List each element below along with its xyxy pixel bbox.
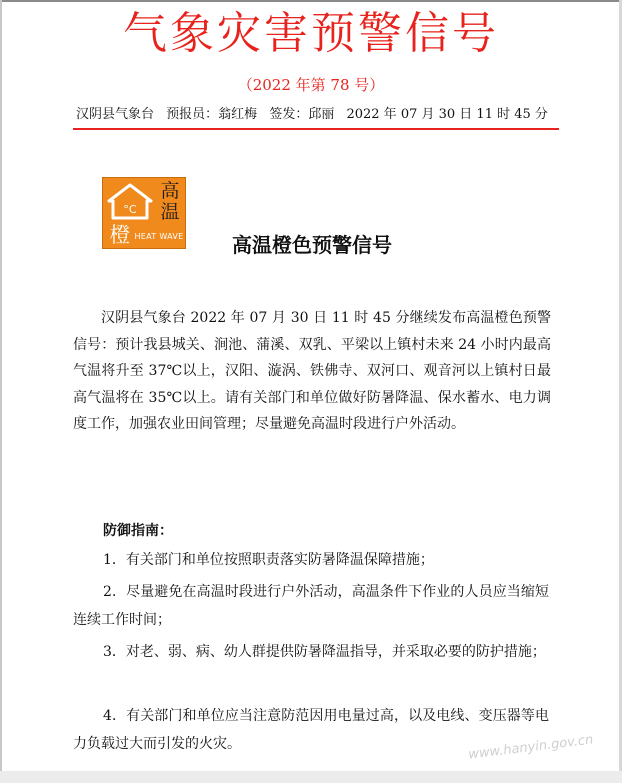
thermometer-house-icon [107, 182, 153, 220]
issue-number: （2022 年第 78 号） [237, 76, 385, 94]
issue-datetime: 2022 年 07 月 30 日 11 时 45 分 [346, 107, 548, 122]
guidance-item-4: 4．有关部门和单位应当注意防范因用电量过高，以及电线、变压器等电力负载过大而引发的火灾。 [73, 708, 549, 752]
guidance-item-3: 3．对老、弱、病、幼人群提供防暑降温指导，并采取必要的防护措施； [103, 644, 546, 660]
icon-char-bottom: 橙 [109, 223, 131, 247]
top-border [0, 0, 622, 2]
body-paragraph: 汉阴县气象台 2022 年 07 月 30 日 11 时 45 分继续发布高温橙色预警信号：预计我县城关、涧池、蒲溪、双乳、平梁以上镇村未来 24 小时内最高气温将升至 37℃以上，汉阳、漩涡、铁佛寺、双河口、观音河以上镇村日最高气温将在 35℃以上。请有关部门和单位做好防暑降温、保水蓄水、电力调度工作，加强农业田间管理；尽量避免高温时段进行户外活动。 [73, 310, 551, 433]
red-divider [73, 128, 559, 130]
approver: 签发：邱丽 [269, 107, 335, 122]
heat-wave-orange-warning-icon [102, 177, 186, 249]
bottom-bar [0, 771, 622, 783]
icon-char-mid: 温 [160, 201, 180, 223]
celsius-unit: °C [123, 203, 137, 216]
guidance-item-2: 2．尽量避免在高温时段进行户外活动，高温条件下作业的人员应当缩短连续工作时间； [73, 584, 549, 628]
issuer: 汉阴县气象台 [76, 107, 155, 122]
icon-english-label: HEAT WAVE [134, 232, 184, 241]
document-title: 气象灾害预警信号 [123, 8, 499, 59]
icon-char-top: 高 [160, 180, 180, 202]
forecaster: 预报员：翁红梅 [166, 107, 258, 122]
signal-title: 高温橙色预警信号 [232, 233, 392, 257]
guidance-heading: 防御指南： [103, 523, 173, 539]
issuer-meta-line [76, 103, 556, 122]
website-watermark: www.hanyin.gov.cn [467, 732, 595, 763]
left-border [0, 0, 2, 783]
guidance-item-1: 1．有关部门和单位按照职责落实防暑降温保障措施； [103, 552, 434, 568]
